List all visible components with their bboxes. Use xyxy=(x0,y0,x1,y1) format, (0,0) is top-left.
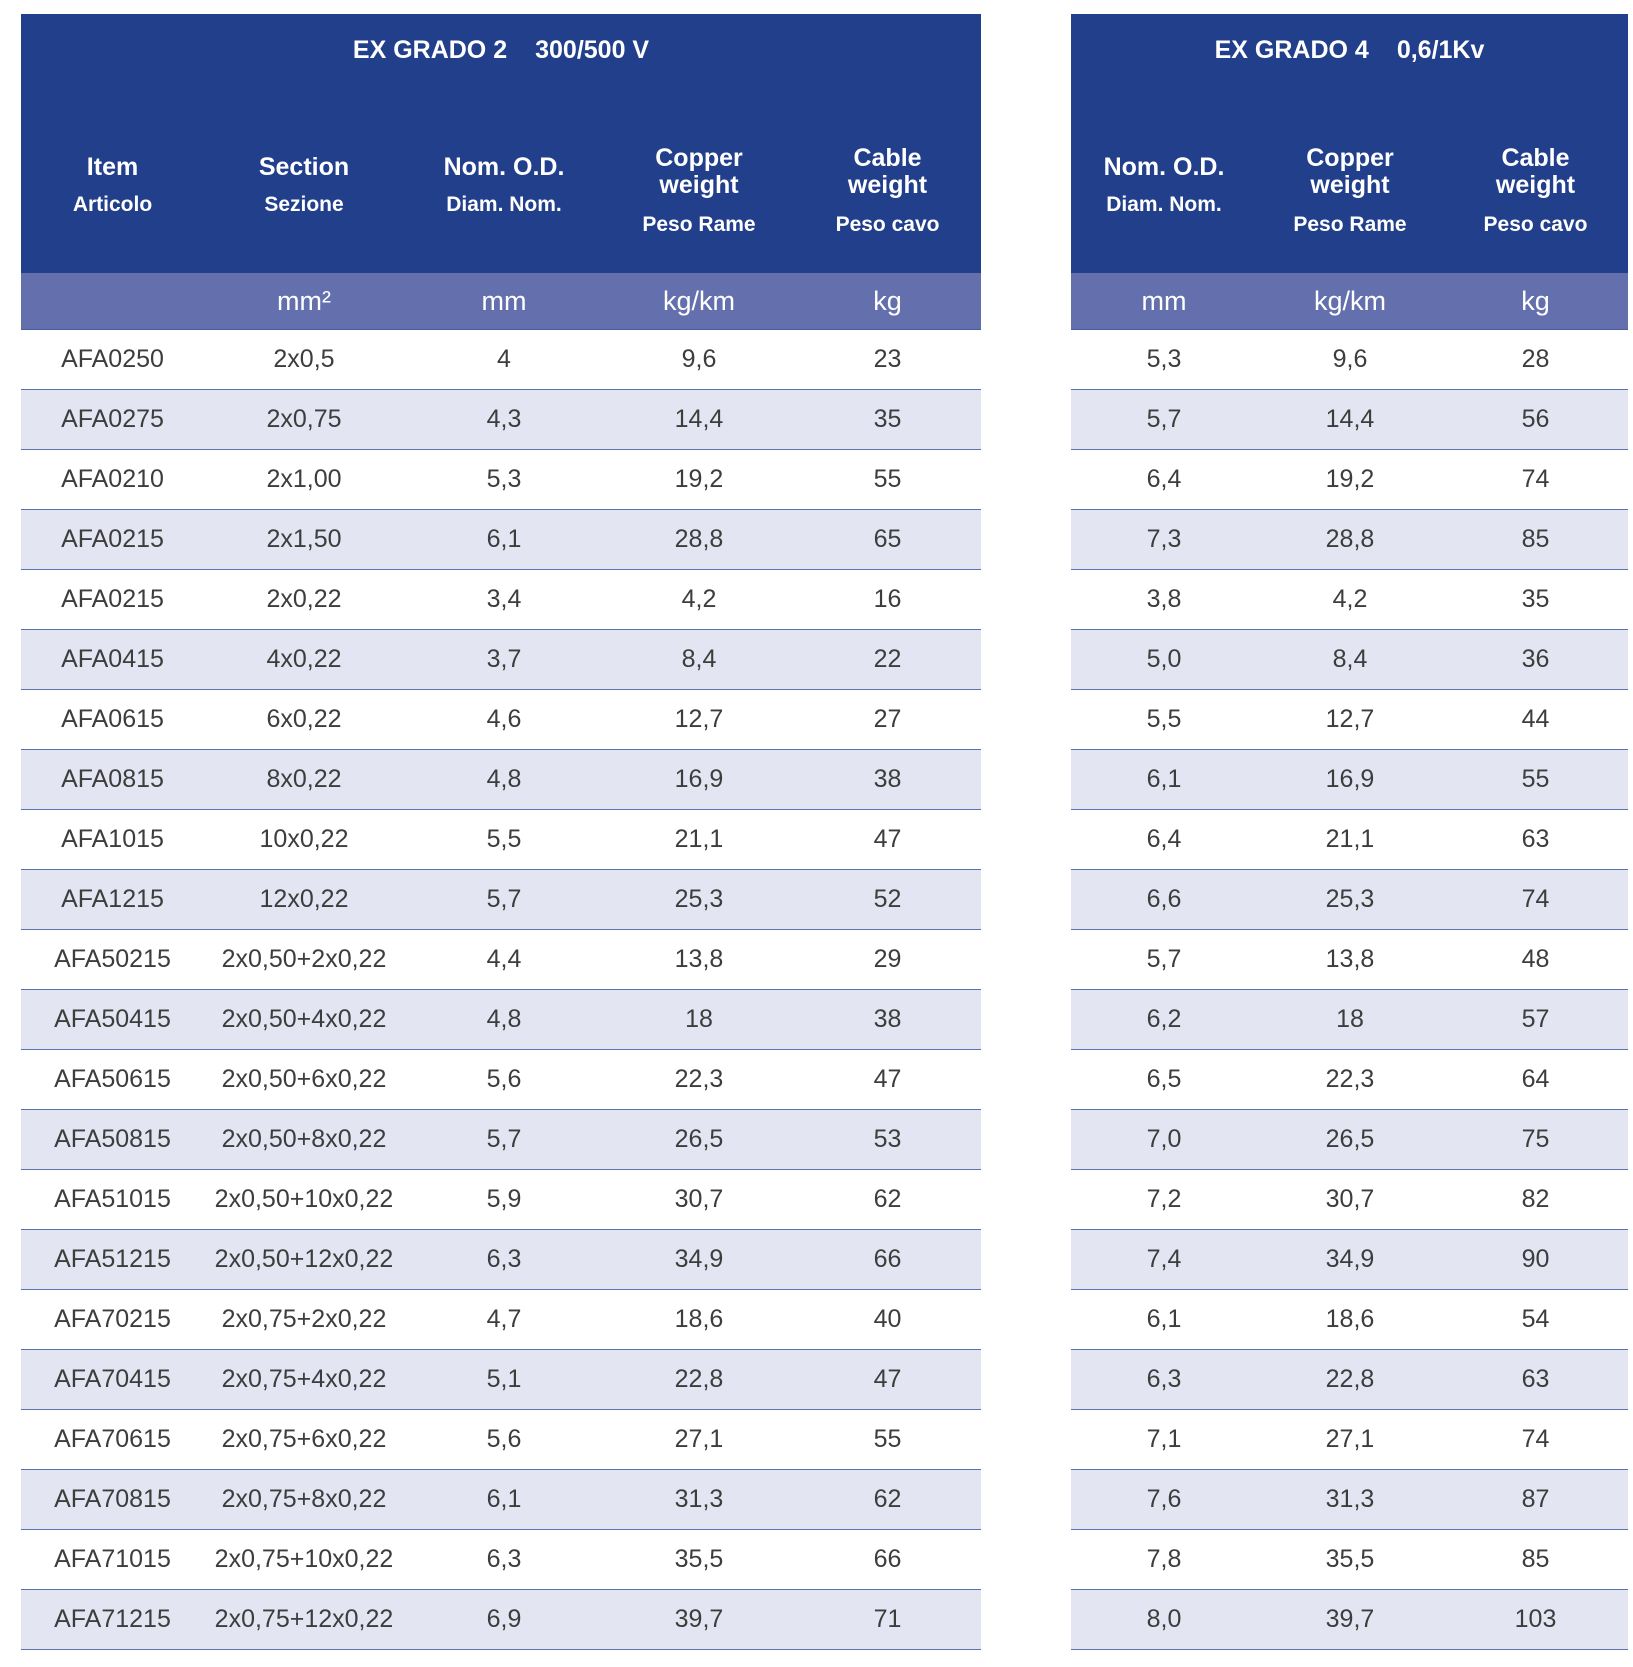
table-cell: 2x1,00 xyxy=(204,450,404,510)
table-row xyxy=(21,1590,981,1650)
table-cell: 52 xyxy=(794,870,981,930)
header-en: weight xyxy=(1495,171,1576,199)
table-cell: 6,6 xyxy=(1071,870,1257,930)
table-cell: 5,9 xyxy=(404,1170,604,1230)
unit-cell: kg/km xyxy=(604,273,794,330)
table-row xyxy=(1071,1290,1628,1350)
table-cell: 55 xyxy=(794,1410,981,1470)
table-cell: 25,3 xyxy=(1257,870,1443,930)
table-cell: 2x0,75+10x0,22 xyxy=(204,1530,404,1590)
table-row xyxy=(21,1110,981,1170)
table-row xyxy=(1071,450,1628,510)
table-cell: 55 xyxy=(794,450,981,510)
header-it: Peso cavo xyxy=(1483,213,1588,236)
table-row xyxy=(1071,1410,1628,1470)
table-cell: 6,2 xyxy=(1071,990,1257,1050)
table-title-grade: EX GRADO 2 xyxy=(352,36,508,64)
table-cell: 87 xyxy=(1443,1470,1628,1530)
table-row xyxy=(1071,1470,1628,1530)
table-cell: 19,2 xyxy=(1257,450,1443,510)
table-row xyxy=(1071,1350,1628,1410)
table-row xyxy=(21,1170,981,1230)
header-en: weight xyxy=(1310,171,1390,199)
header-it: Articolo xyxy=(72,193,153,216)
header-section xyxy=(204,112,404,273)
table-cell: 6,9 xyxy=(404,1590,604,1650)
table-row xyxy=(1071,1050,1628,1110)
table-cell: 39,7 xyxy=(1257,1590,1443,1650)
table-ex-grado-4 xyxy=(1071,14,1628,1650)
table-cell: 85 xyxy=(1443,510,1628,570)
table-cell: 18 xyxy=(604,990,794,1050)
table-cell: 53 xyxy=(794,1110,981,1170)
table-cell: 3,4 xyxy=(404,570,604,630)
table-cell: 5,7 xyxy=(1071,390,1257,450)
table-cell: 4,4 xyxy=(404,930,604,990)
table-cell: 27,1 xyxy=(604,1410,794,1470)
table-cell: 6,1 xyxy=(1071,750,1257,810)
table-cell: 18,6 xyxy=(604,1290,794,1350)
table-cell: 5,7 xyxy=(404,870,604,930)
table-cell: 13,8 xyxy=(1257,930,1443,990)
table-cell: 44 xyxy=(1443,690,1628,750)
table-row xyxy=(1071,330,1628,390)
table-row xyxy=(1071,690,1628,750)
table-cell: 35,5 xyxy=(604,1530,794,1590)
table-row xyxy=(1071,570,1628,630)
table-cell: 7,3 xyxy=(1071,510,1257,570)
table-row xyxy=(21,330,981,390)
table-cell: 27,1 xyxy=(1257,1410,1443,1470)
table-cell: 35 xyxy=(1443,570,1628,630)
table-cell: 85 xyxy=(1443,1530,1628,1590)
table-title-grade: EX GRADO 4 xyxy=(1214,36,1369,64)
header-copper-weight xyxy=(1257,112,1443,273)
table-cell: 4x0,22 xyxy=(204,630,404,690)
header-en: Copper xyxy=(1306,144,1394,172)
unit-cell xyxy=(21,273,204,330)
table-row xyxy=(21,990,981,1050)
table-cell: 5,7 xyxy=(404,1110,604,1170)
table-cell: 2x0,75+2x0,22 xyxy=(204,1290,404,1350)
table-cell: 22 xyxy=(794,630,981,690)
table-cell: 6,1 xyxy=(404,510,604,570)
table-cell: 6,3 xyxy=(404,1530,604,1590)
header-copper-weight xyxy=(604,112,794,273)
header-en: Cable xyxy=(853,144,922,172)
table-cell: 2x0,75+6x0,22 xyxy=(204,1410,404,1470)
table-cell: 28,8 xyxy=(1257,510,1443,570)
header-it: Diam. Nom. xyxy=(1106,193,1222,216)
table-row xyxy=(1071,930,1628,990)
table-cell: AFA0815 xyxy=(21,750,204,810)
table-cell: 5,6 xyxy=(404,1050,604,1110)
header-nom-od xyxy=(1071,112,1257,273)
table-cell: 74 xyxy=(1443,870,1628,930)
table-cell: 6,5 xyxy=(1071,1050,1257,1110)
table-cell: 5,3 xyxy=(404,450,604,510)
table-cell: 71 xyxy=(794,1590,981,1650)
table-cell: 54 xyxy=(1443,1290,1628,1350)
table-row xyxy=(21,1530,981,1590)
table-cell: 6,4 xyxy=(1071,450,1257,510)
table-row xyxy=(1071,390,1628,450)
table-cell: 2x0,75+4x0,22 xyxy=(204,1350,404,1410)
table-row xyxy=(1071,1590,1628,1650)
table-cell: 27 xyxy=(794,690,981,750)
table-cell: 66 xyxy=(794,1530,981,1590)
table-cell: 5,3 xyxy=(1071,330,1257,390)
table-row xyxy=(21,810,981,870)
table-cell: 10x0,22 xyxy=(204,810,404,870)
table-cell: 22,3 xyxy=(604,1050,794,1110)
table-cell: 7,2 xyxy=(1071,1170,1257,1230)
table-cell: 9,6 xyxy=(1257,330,1443,390)
header-it: Diam. Nom. xyxy=(446,193,562,216)
table-cell: 4,8 xyxy=(404,750,604,810)
table-cell: AFA0615 xyxy=(21,690,204,750)
table-cell: 2x0,50+12x0,22 xyxy=(204,1230,404,1290)
table-cell: AFA70215 xyxy=(21,1290,204,1350)
table-cell: 47 xyxy=(794,1050,981,1110)
table-cell: 2x0,50+10x0,22 xyxy=(204,1170,404,1230)
table-cell: AFA1215 xyxy=(21,870,204,930)
table-cell: 36 xyxy=(1443,630,1628,690)
table-title-voltage: 0,6/1Kv xyxy=(1396,36,1485,64)
table-row xyxy=(21,1290,981,1350)
table-cell: 7,0 xyxy=(1071,1110,1257,1170)
table-cell: 12,7 xyxy=(604,690,794,750)
table-cell: 14,4 xyxy=(1257,390,1443,450)
table-title-voltage: 300/500 V xyxy=(535,36,650,64)
table-cell: 64 xyxy=(1443,1050,1628,1110)
table-cell: 2x0,75 xyxy=(204,390,404,450)
table-cell: 4,8 xyxy=(404,990,604,1050)
table-row xyxy=(1071,750,1628,810)
header-it: Peso Rame xyxy=(1293,213,1407,236)
table-cell: 18 xyxy=(1257,990,1443,1050)
table-ex-grado-2 xyxy=(21,14,981,1650)
table-cell: 28,8 xyxy=(604,510,794,570)
table-row xyxy=(1071,1170,1628,1230)
table-cell: 2x0,75+12x0,22 xyxy=(204,1590,404,1650)
table-cell: 19,2 xyxy=(604,450,794,510)
table-row xyxy=(21,1350,981,1410)
table-cell: AFA0250 xyxy=(21,330,204,390)
header-en: weight xyxy=(847,171,928,199)
table-row xyxy=(21,690,981,750)
header-en: Cable xyxy=(1501,144,1570,172)
table-cell: 82 xyxy=(1443,1170,1628,1230)
table-cell: 5,5 xyxy=(1071,690,1257,750)
table-cell: AFA0415 xyxy=(21,630,204,690)
table-row xyxy=(21,750,981,810)
header-en: Item xyxy=(86,153,139,181)
table-cell: 5,0 xyxy=(1071,630,1257,690)
table-cell: 6,1 xyxy=(1071,1290,1257,1350)
unit-cell: kg xyxy=(1443,273,1628,330)
table-cell: AFA0275 xyxy=(21,390,204,450)
table-cell: 25,3 xyxy=(604,870,794,930)
table-row xyxy=(1071,1230,1628,1290)
table-cell: 26,5 xyxy=(604,1110,794,1170)
table-cell: 55 xyxy=(1443,750,1628,810)
table-row xyxy=(1071,990,1628,1050)
table-row xyxy=(1071,630,1628,690)
table-cell: 12x0,22 xyxy=(204,870,404,930)
table-cell: 23 xyxy=(794,330,981,390)
header-it: Peso Rame xyxy=(642,213,756,236)
table-cell: 28 xyxy=(1443,330,1628,390)
table-cell: AFA71015 xyxy=(21,1530,204,1590)
table-cell: 34,9 xyxy=(604,1230,794,1290)
table-cell: 5,5 xyxy=(404,810,604,870)
table-cell: 35,5 xyxy=(1257,1530,1443,1590)
table-cell: 66 xyxy=(794,1230,981,1290)
unit-cell: kg xyxy=(794,273,981,330)
table-cell: 47 xyxy=(794,810,981,870)
table-cell: AFA70615 xyxy=(21,1410,204,1470)
table-cell: AFA70415 xyxy=(21,1350,204,1410)
header-en: Nom. O.D. xyxy=(1103,153,1225,181)
table-cell: 26,5 xyxy=(1257,1110,1443,1170)
table-cell: 30,7 xyxy=(604,1170,794,1230)
unit-cell: kg/km xyxy=(1257,273,1443,330)
table-row xyxy=(21,1230,981,1290)
table-cell: 2x0,50+6x0,22 xyxy=(204,1050,404,1110)
table-cell: 5,7 xyxy=(1071,930,1257,990)
table-row xyxy=(1071,810,1628,870)
table-cell: 9,6 xyxy=(604,330,794,390)
table-cell: 6,1 xyxy=(404,1470,604,1530)
table-cell: 18,6 xyxy=(1257,1290,1443,1350)
table-row xyxy=(21,870,981,930)
table-cell: AFA70815 xyxy=(21,1470,204,1530)
table-cell: 62 xyxy=(794,1170,981,1230)
table-cell: 8,4 xyxy=(604,630,794,690)
table-cell: 6x0,22 xyxy=(204,690,404,750)
table-cell: 13,8 xyxy=(604,930,794,990)
header-en: weight xyxy=(659,171,739,199)
table-cell: 35 xyxy=(794,390,981,450)
table-row xyxy=(21,510,981,570)
header-it: Peso cavo xyxy=(835,213,940,236)
table-row xyxy=(1071,510,1628,570)
table-cell: 34,9 xyxy=(1257,1230,1443,1290)
table-row xyxy=(21,1470,981,1530)
table-cell: AFA50615 xyxy=(21,1050,204,1110)
table-cell: 47 xyxy=(794,1350,981,1410)
header-item xyxy=(21,112,204,273)
table-row xyxy=(21,1050,981,1110)
table-cell: 30,7 xyxy=(1257,1170,1443,1230)
table-cell: 2x1,50 xyxy=(204,510,404,570)
table-cell: 6,3 xyxy=(1071,1350,1257,1410)
table-cell: 63 xyxy=(1443,810,1628,870)
table-cell: AFA50215 xyxy=(21,930,204,990)
table-cell: 4,3 xyxy=(404,390,604,450)
table-cell: 6,3 xyxy=(404,1230,604,1290)
table-cell: 8,0 xyxy=(1071,1590,1257,1650)
table-cell: 22,8 xyxy=(1257,1350,1443,1410)
table-cell: 7,6 xyxy=(1071,1470,1257,1530)
header-it: Sezione xyxy=(264,193,344,216)
table-title xyxy=(1071,14,1628,112)
table-cell: AFA51015 xyxy=(21,1170,204,1230)
table-cell: 2x0,22 xyxy=(204,570,404,630)
table-cell: AFA71215 xyxy=(21,1590,204,1650)
table-cell: 31,3 xyxy=(1257,1470,1443,1530)
table-cell: 103 xyxy=(1443,1590,1628,1650)
table-cell: 38 xyxy=(794,990,981,1050)
table-row xyxy=(21,570,981,630)
table-cell: AFA50415 xyxy=(21,990,204,1050)
table-cell: 62 xyxy=(794,1470,981,1530)
table-cell: 56 xyxy=(1443,390,1628,450)
table-cell: 16 xyxy=(794,570,981,630)
table-cell: 8,4 xyxy=(1257,630,1443,690)
table-cell: 3,8 xyxy=(1071,570,1257,630)
table-cell: 22,8 xyxy=(604,1350,794,1410)
table-cell: 2x0,5 xyxy=(204,330,404,390)
table-row xyxy=(21,630,981,690)
table-cell: 5,6 xyxy=(404,1410,604,1470)
table-cell: 75 xyxy=(1443,1110,1628,1170)
table-row xyxy=(21,390,981,450)
table-cell: 4,2 xyxy=(604,570,794,630)
table-cell: 21,1 xyxy=(604,810,794,870)
table-cell: 2x0,50+4x0,22 xyxy=(204,990,404,1050)
table-cell: 16,9 xyxy=(1257,750,1443,810)
table-cell: 21,1 xyxy=(1257,810,1443,870)
table-cell: 63 xyxy=(1443,1350,1628,1410)
table-cell: AFA0210 xyxy=(21,450,204,510)
table-cell: AFA1015 xyxy=(21,810,204,870)
table-row xyxy=(1071,1530,1628,1590)
table-cell: 4,6 xyxy=(404,690,604,750)
table-cell: 22,3 xyxy=(1257,1050,1443,1110)
unit-cell: mm xyxy=(404,273,604,330)
header-en: Copper xyxy=(655,144,743,172)
table-cell: 65 xyxy=(794,510,981,570)
table-cell: 7,1 xyxy=(1071,1410,1257,1470)
table-cell: 16,9 xyxy=(604,750,794,810)
table-cell: 40 xyxy=(794,1290,981,1350)
table-cell: 8x0,22 xyxy=(204,750,404,810)
table-cell: 2x0,75+8x0,22 xyxy=(204,1470,404,1530)
unit-cell: mm² xyxy=(204,273,404,330)
table-cell: 29 xyxy=(794,930,981,990)
table-cell: AFA0215 xyxy=(21,570,204,630)
table-cell: 12,7 xyxy=(1257,690,1443,750)
table-row xyxy=(1071,870,1628,930)
table-title xyxy=(21,14,981,112)
table-cell: AFA0215 xyxy=(21,510,204,570)
table-cell: 74 xyxy=(1443,1410,1628,1470)
table-cell: 7,4 xyxy=(1071,1230,1257,1290)
table-cell: 3,7 xyxy=(404,630,604,690)
table-row xyxy=(21,930,981,990)
header-en: Nom. O.D. xyxy=(443,153,565,181)
header-cable-weight xyxy=(794,112,981,273)
table-cell: 6,4 xyxy=(1071,810,1257,870)
table-cell: AFA51215 xyxy=(21,1230,204,1290)
table-cell: 31,3 xyxy=(604,1470,794,1530)
table-row xyxy=(21,1410,981,1470)
table-cell: 2x0,50+8x0,22 xyxy=(204,1110,404,1170)
table-cell: 90 xyxy=(1443,1230,1628,1290)
table-cell: 2x0,50+2x0,22 xyxy=(204,930,404,990)
table-cell: 39,7 xyxy=(604,1590,794,1650)
header-cable-weight xyxy=(1443,112,1628,273)
unit-cell: mm xyxy=(1071,273,1257,330)
table-cell: 74 xyxy=(1443,450,1628,510)
table-cell: 38 xyxy=(794,750,981,810)
table-cell: 4 xyxy=(404,330,604,390)
table-cell: 7,8 xyxy=(1071,1530,1257,1590)
table-cell: 57 xyxy=(1443,990,1628,1050)
table-row xyxy=(21,450,981,510)
table-cell: 4,7 xyxy=(404,1290,604,1350)
table-cell: AFA50815 xyxy=(21,1110,204,1170)
header-nom-od xyxy=(404,112,604,273)
table-cell: 4,2 xyxy=(1257,570,1443,630)
table-cell: 14,4 xyxy=(604,390,794,450)
table-cell: 5,1 xyxy=(404,1350,604,1410)
header-en: Section xyxy=(258,153,350,181)
table-cell: 48 xyxy=(1443,930,1628,990)
table-row xyxy=(1071,1110,1628,1170)
